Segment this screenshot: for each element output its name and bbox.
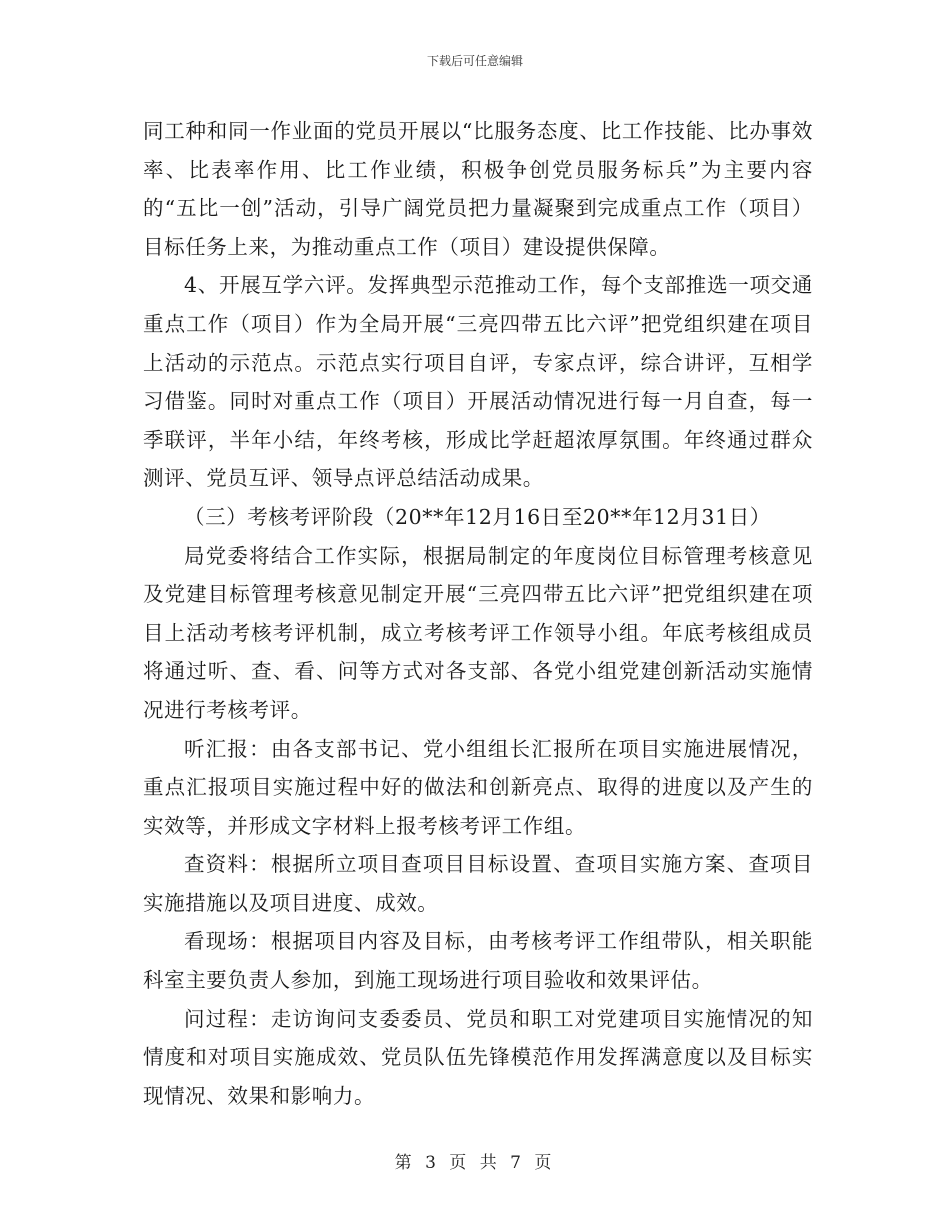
section-heading-assessment: （三）考核考评阶段（20**年12月16日至20**年12月31日） <box>184 504 771 529</box>
page-header-note: 下载后可任意编辑 <box>426 54 523 68</box>
paragraph-view-site: 看现场：根据项目内容及目标，由考核考评工作组带队，相关职能科室主要负责人参加，到施工现场进行项目验收和效果评估。 <box>143 929 813 993</box>
paragraph-continuation: 同工种和同一作业面的党员开展以“比服务态度、比工作技能、比办事效率、比表率作用、比工作业绩，积极争创党员服务标兵”为主要内容的“五比一创”活动，引导广阔党员把力量凝聚到完成重点工作（项目）目标任务上来，为推动重点工作（项目）建设提供保障。 <box>143 119 813 259</box>
page-number: 第 3 页 共 7 页 <box>394 1153 556 1173</box>
paragraph-listen-report: 听汇报：由各支部书记、党小组组长汇报所在项目实施进展情况，重点汇报项目实施过程中好的做法和创新亮点、取得的进度以及产生的实效等，并形成文字材料上报考核考评工作组。 <box>143 736 813 838</box>
paragraph-check-materials: 查资料：根据所立项目查项目目标设置、查项目实施方案、查项目实施措施以及项目进度、成效。 <box>143 852 813 915</box>
paragraph-item-4: 4、开展互学六评。发挥典型示范推动工作，每个支部推选一项交通重点工作（项目）作为全局开展“三亮四带五比六评”把党组织建在项目上活动的示范点。示范点实行项目自评，专家点评，综合讲评，互相学习借鉴。同时对重点工作（项目）开展活动情况进行每一月自查，每一季联评，半年小结，年终考核，形成比学赶超浓厚氛围。年终通过群众测评、党员互评、领导点评总结活动成果。 <box>143 273 813 491</box>
paragraph-assessment-intro: 局党委将结合工作实际，根据局制定的年度岗位目标管理考核意见及党建目标管理考核意见制定开展“三亮四带五比六评”把党组织建在项目上活动考核考评机制，成立考核考评工作领导小组。年底考核组成员将通过听、查、看、问等方式对各支部、各党小组党建创新活动实施情况进行考核考评。 <box>143 543 813 722</box>
document-body <box>143 112 813 1115</box>
paragraph-ask-process: 问过程：走访询问支委委员、党员和职工对党建项目实施情况的知情度和对项目实施成效、党员队伍先锋模范作用发挥满意度以及目标实现情况、效果和影响力。 <box>143 1006 813 1108</box>
